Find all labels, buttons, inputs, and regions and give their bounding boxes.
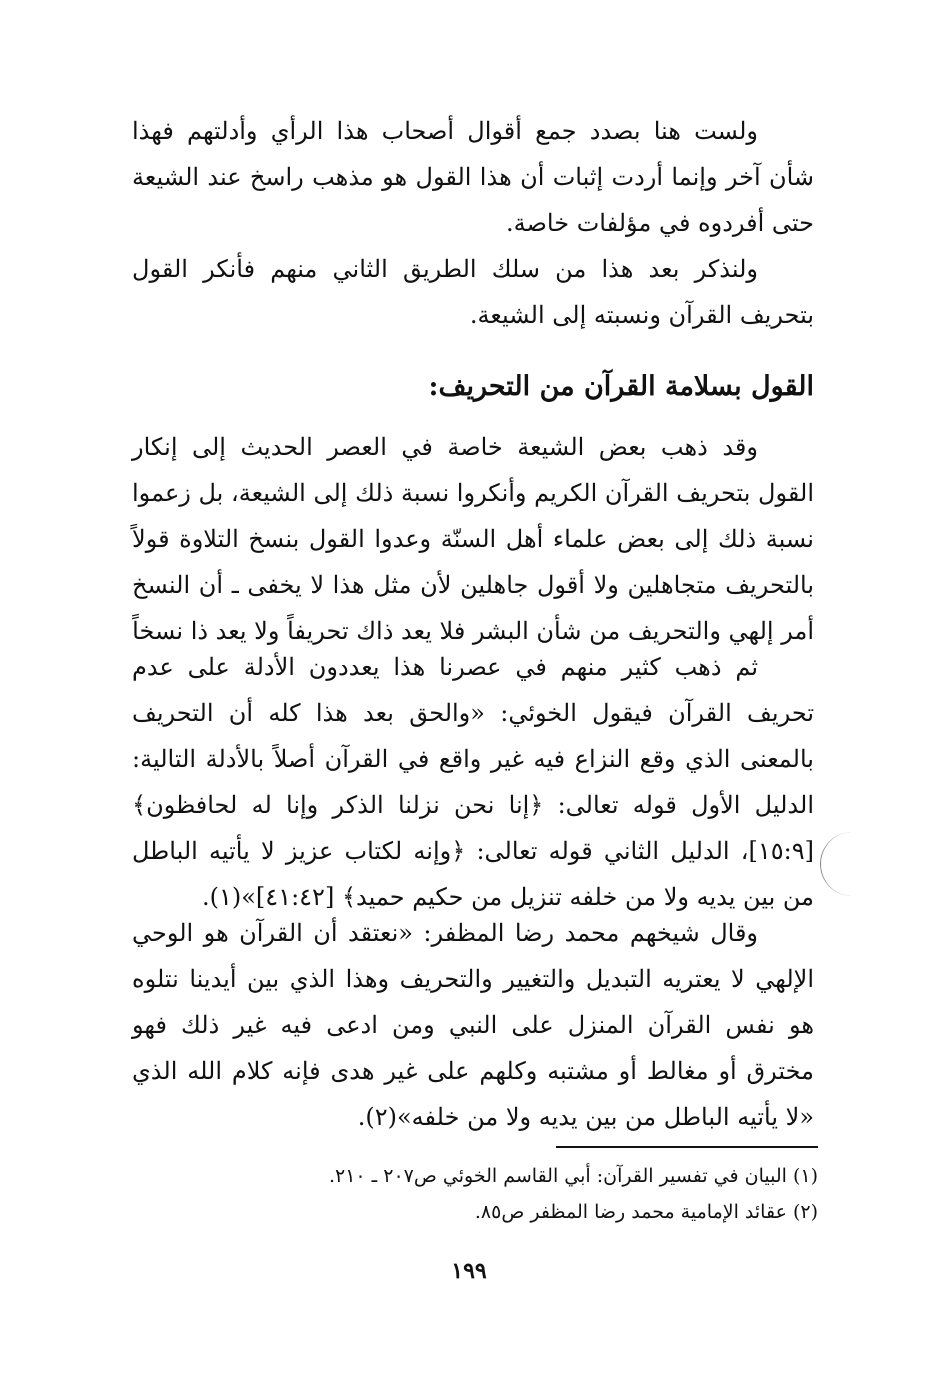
page-number: ١٩٩ — [451, 1258, 487, 1284]
footnote-divider — [556, 1146, 818, 1148]
paragraph-second-path: ولنذكر بعد هذا من سلك الطريق الثاني منهم فأنكر القول بتحريف القرآن ونسبته إلى الشيعة. — [132, 255, 814, 329]
paragraph-intro: ولست هنا بصدد جمع أقوال أصحاب هذا الرأي وأدلتهم فهذا شأن آخر وإنما أردت إثبات أن هذا القول هو مذهب راسخ عند الشيعة حتى أفردوه في مؤلفات خاصة. — [132, 117, 814, 237]
paragraph-khoei-quote: ثم ذهب كثير منهم في عصرنا هذا يعددون الأدلة على عدم تحريف القرآن فيقول الخوئي: «والحق بعد هذا كله أن التحريف بالمعنى الذي وقع النزاع فيه غير واقع في القرآن أصلاً بالأدلة التالية: الدليل الأول قوله تعالى: ﴿إنا نحن نزلنا الذكر وإنا له لحافظون﴾ [١٥:٩]، الدليل الثاني قوله تعالى: ﴿وإنه لكتاب عزيز لا يأتيه الباطل من بين يديه ولا من خلفه تنزيل من حكيم حميد﴾ [٤١:٤٢]»(١). — [132, 653, 814, 911]
footnote-item: (٢) عقائد الإمامية محمد رضا المظفر ص٨٥. — [474, 1201, 818, 1223]
paragraph-muzaffar-quote: وقال شيخهم محمد رضا المظفر: «نعتقد أن القرآن هو الوحي الإلهي لا يعتريه التبديل والتغيير والتحريف وهذا الذي بين أيدينا نتلوه هو نفس القرآن المنزل على النبي ومن ادعى فيه غير ذلك فهو مخترق أو مغالط أو مشتبه وكلهم على غير هدى فإنه كلام الله الذي «لا يأتيه الباطل من بين يديه ولا من خلفه»(٢). — [132, 919, 815, 1131]
paragraph-denial: وقد ذهب بعض الشيعة خاصة في العصر الحديث إلى إنكار القول بتحريف القرآن الكريم وأنكروا نسبة ذلك إلى الشيعة، بل زعموا نسبة ذلك إلى بعض علماء أهل السنّة وعدوا القول بنسخ التلاوة قولاً بالتحريف متجاهلين ولا أقول جاهلين لأن مثل هذا لا يخفى ـ أن النسخ أمر إلهي والتحريف من شأن البشر فلا يعد ذاك تحريفاً ولا يعد ذا نسخاً — [132, 433, 814, 645]
footnotes-list — [128, 1158, 818, 1230]
footnote-item: (١) البيان في تفسير القرآن: أبي القاسم الخوئي ص٢٠٧ ـ ٢١٠. — [328, 1165, 818, 1187]
section-heading: القول بسلامة القرآن من التحريف: — [428, 371, 814, 402]
page-curl-mark — [820, 832, 861, 896]
